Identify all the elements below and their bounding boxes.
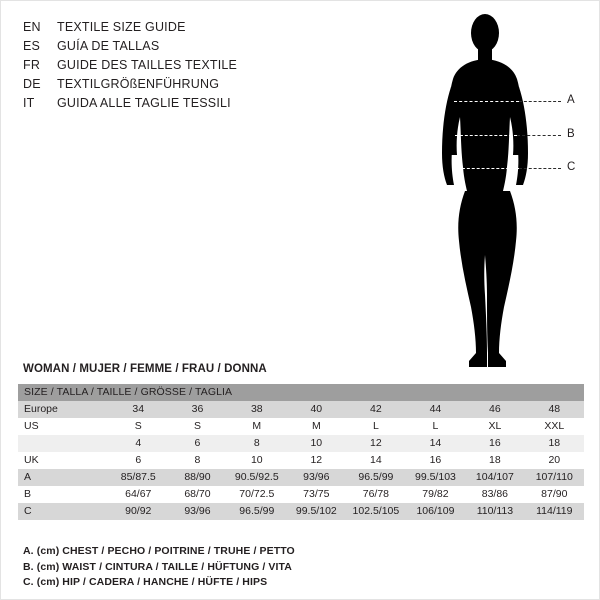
cell: 18	[465, 452, 524, 469]
cell: 96.5/99	[346, 469, 406, 486]
language-code-it: IT	[23, 96, 35, 110]
cell: 76/78	[346, 486, 406, 503]
table-row	[18, 486, 584, 503]
cell: 88/90	[168, 469, 227, 486]
cell: 20	[525, 452, 584, 469]
cell: 44	[406, 401, 465, 418]
cell: 4	[109, 435, 168, 452]
cell: L	[406, 418, 465, 435]
note-b: B. (cm) WAIST / CINTURA / TAILLE / HÜFTUNG / VITA	[23, 560, 292, 573]
cell: XXL	[525, 418, 584, 435]
table-row	[18, 452, 584, 469]
cell: 34	[109, 401, 168, 418]
measure-line-a-body	[454, 101, 519, 102]
language-header	[23, 18, 443, 113]
cell: S	[168, 418, 227, 435]
note-c: C. (cm) HIP / CADERA / HANCHE / HÜFTE / HIPS	[23, 576, 268, 588]
measure-label-b: B	[567, 128, 575, 140]
language-code-fr: FR	[23, 58, 41, 72]
cell: 14	[406, 435, 465, 452]
row-label-a: A	[18, 469, 109, 486]
row-label-b: B	[18, 486, 109, 503]
language-code-en: EN	[23, 20, 41, 34]
measure-line-b-body	[455, 135, 517, 136]
cell: 87/90	[525, 486, 584, 503]
size-table	[18, 384, 584, 520]
cell: 106/109	[406, 503, 465, 520]
cell: 73/75	[287, 486, 346, 503]
language-text-es: GUÍA DE TALLAS	[57, 39, 160, 53]
language-text-de: TEXTILGRÖßENFÜHRUNG	[57, 77, 220, 91]
measure-leader-b	[517, 135, 561, 136]
table-header-row	[18, 384, 584, 401]
cell: 14	[346, 452, 406, 469]
cell: M	[227, 418, 287, 435]
row-label-us-numeric	[18, 435, 109, 452]
measurement-notes	[23, 544, 295, 591]
cell: 90/92	[109, 503, 168, 520]
language-row-es	[23, 37, 443, 56]
cell: 6	[109, 452, 168, 469]
cell: 18	[525, 435, 584, 452]
row-label-us: US	[18, 418, 109, 435]
cell: 16	[406, 452, 465, 469]
measure-leader-c	[519, 168, 561, 169]
cell: 79/82	[406, 486, 465, 503]
cell: 93/96	[168, 503, 227, 520]
cell: 104/107	[465, 469, 524, 486]
cell: 102.5/105	[346, 503, 406, 520]
row-label-uk: UK	[18, 452, 109, 469]
cell: 107/110	[525, 469, 584, 486]
cell: 99.5/102	[287, 503, 346, 520]
cell: 12	[287, 452, 346, 469]
cell: XL	[465, 418, 524, 435]
language-row-fr	[23, 56, 443, 75]
cell: 83/86	[465, 486, 524, 503]
table-row	[18, 418, 584, 435]
silhouette-icon	[421, 9, 596, 374]
table-row	[18, 469, 584, 486]
table-row	[18, 503, 584, 520]
note-a: A. (cm) CHEST / PECHO / POITRINE / TRUHE / PETTO	[23, 545, 295, 557]
cell: 93/96	[287, 469, 346, 486]
cell: 10	[287, 435, 346, 452]
language-text-fr: GUIDE DES TAILLES TEXTILE	[57, 58, 238, 72]
language-code-es: ES	[23, 39, 41, 53]
female-silhouette-figure	[421, 9, 596, 374]
cell: 85/87.5	[109, 469, 168, 486]
table-row	[18, 435, 584, 452]
cell: 114/119	[525, 503, 584, 520]
language-row-de	[23, 75, 443, 94]
cell: 42	[346, 401, 406, 418]
row-label-c: C	[18, 503, 109, 520]
measure-label-c: C	[567, 161, 576, 173]
language-text-en: TEXTILE SIZE GUIDE	[57, 20, 186, 34]
cell: 16	[465, 435, 524, 452]
cell: 40	[287, 401, 346, 418]
cell: 36	[168, 401, 227, 418]
cell: 8	[168, 452, 227, 469]
cell: 38	[227, 401, 287, 418]
language-row-it	[23, 94, 443, 113]
cell: 64/67	[109, 486, 168, 503]
cell: 110/113	[465, 503, 524, 520]
cell: 96.5/99	[227, 503, 287, 520]
language-row-en	[23, 18, 443, 37]
cell: 8	[227, 435, 287, 452]
cell: 10	[227, 452, 287, 469]
table-header-label: SIZE / TALLA / TAILLE / GRÖSSE / TAGLIA	[18, 384, 584, 401]
language-code-de: DE	[23, 77, 41, 91]
measure-leader-a	[519, 101, 561, 102]
cell: 70/72.5	[227, 486, 287, 503]
cell: L	[346, 418, 406, 435]
cell: 90.5/92.5	[227, 469, 287, 486]
cell: 6	[168, 435, 227, 452]
language-text-it: GUIDA ALLE TAGLIE TESSILI	[57, 96, 231, 110]
cell: M	[287, 418, 346, 435]
cell: 12	[346, 435, 406, 452]
cell: 99.5/103	[406, 469, 465, 486]
cell: S	[109, 418, 168, 435]
measure-line-c-body	[457, 168, 519, 169]
section-title-woman: WOMAN / MUJER / FEMME / FRAU / DONNA	[23, 363, 267, 375]
cell: 48	[525, 401, 584, 418]
measure-label-a: A	[567, 94, 575, 106]
cell: 46	[465, 401, 524, 418]
cell: 68/70	[168, 486, 227, 503]
row-label-europe: Europe	[18, 401, 109, 418]
table-row	[18, 401, 584, 418]
